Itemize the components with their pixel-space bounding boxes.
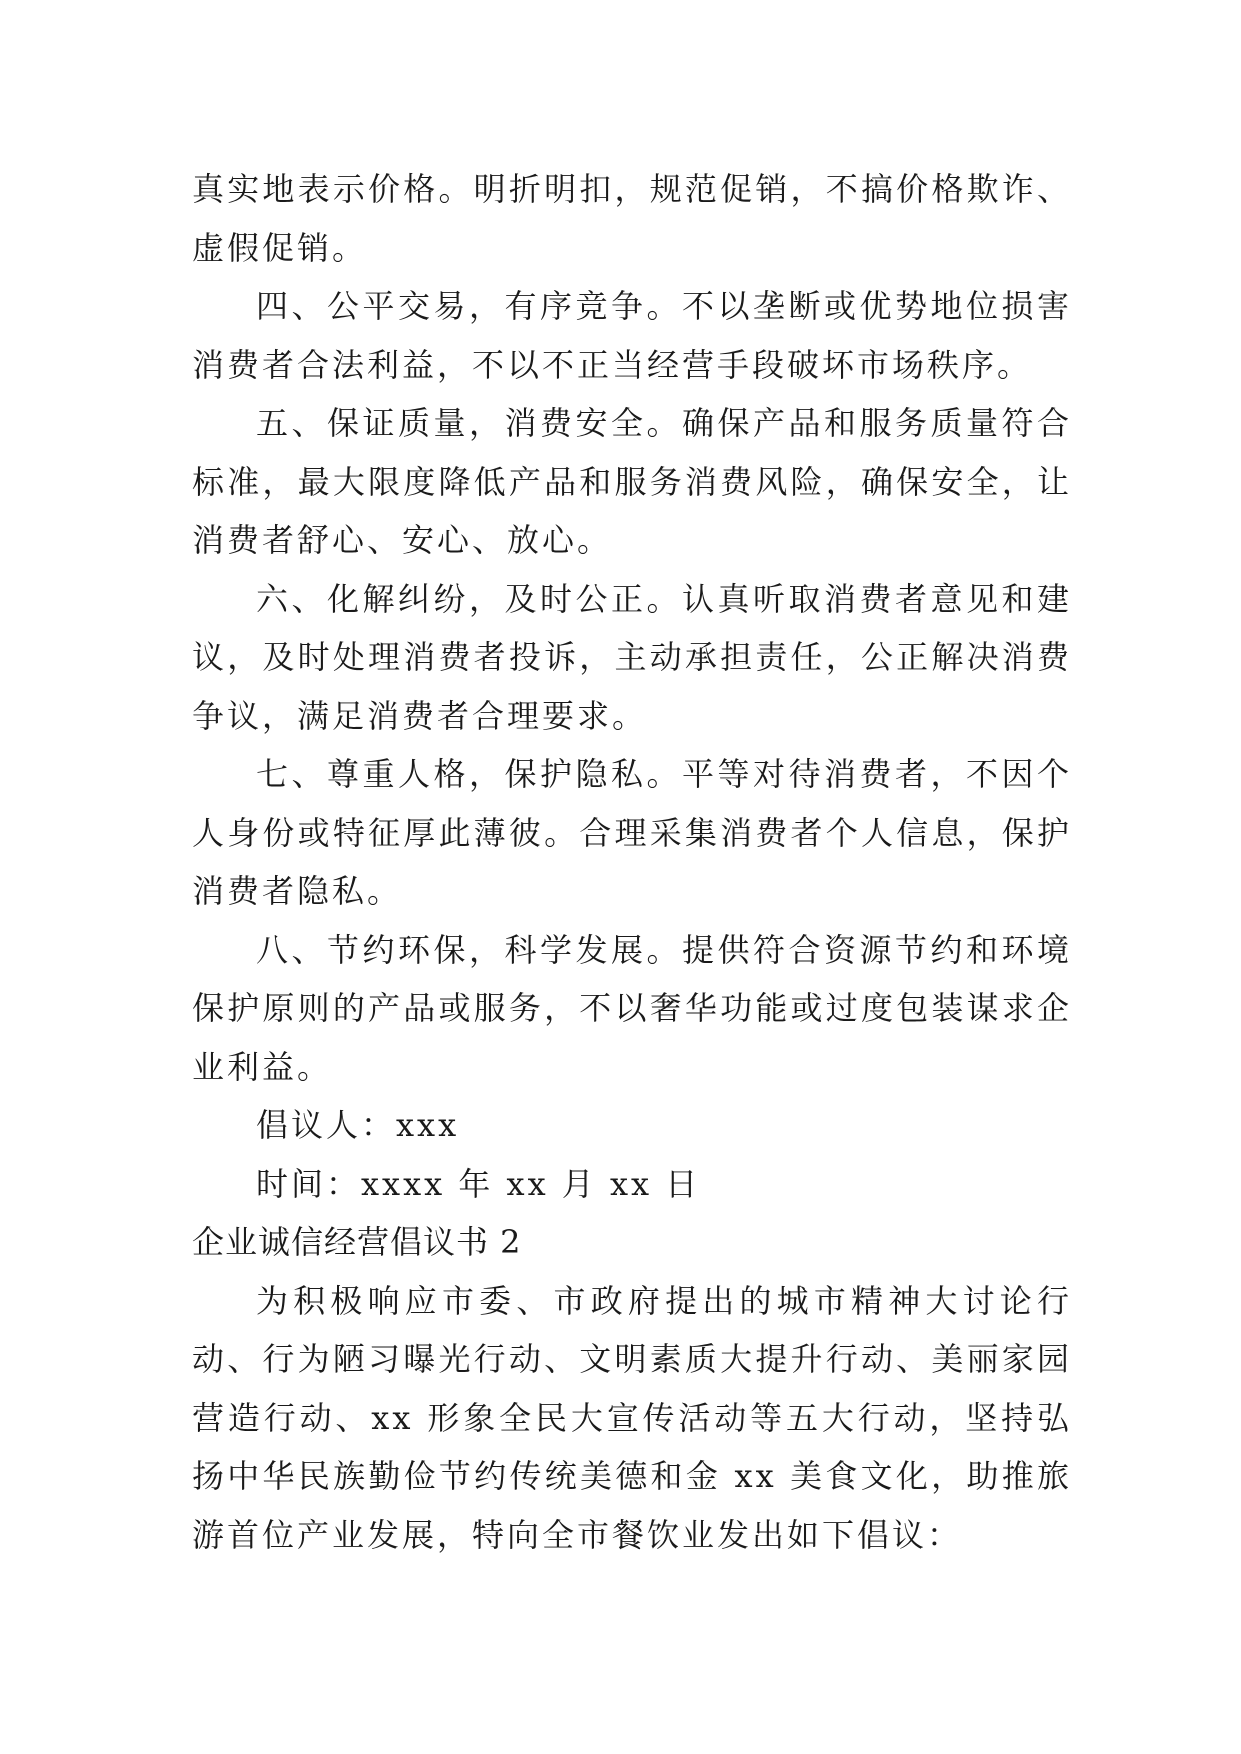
paragraph-environment: 八、节约环保，科学发展。提供符合资源节约和环境保护原则的产品或服务，不以奢华功能或过度包装谋求企业利益。 xyxy=(192,930,1072,1086)
paragraph-price-continuation: 真实地表示价格。明折明扣，规范促销，不搞价格欺诈、虚假促销。 xyxy=(192,170,1072,267)
signature-date: 时间：xxxx 年 xx 月 xx 日 xyxy=(256,1164,701,1203)
section-title: 企业诚信经营倡议书 2 xyxy=(192,1223,522,1261)
paragraph-section2-intro: 为积极响应市委、市政府提出的城市精神大讨论行动、行为陋习曝光行动、文明素质大提升行动、美丽家园营造行动、xx 形象全民大宣传活动等五大行动，坚持弘扬中华民族勤俭节约传统美德和金 xx 美食文化，助推旅游首位产业发展，特向全市餐饮业发出如下倡议： xyxy=(192,1281,1072,1554)
paragraph-quality-safety: 五、保证质量，消费安全。确保产品和服务质量符合标准，最大限度降低产品和服务消费风险，确保安全，让消费者舒心、安心、放心。 xyxy=(192,404,1072,559)
paragraph-privacy: 七、尊重人格，保护隐私。平等对待消费者，不因个人身份或特征厚此薄彼。合理采集消费者个人信息，保护消费者隐私。 xyxy=(192,755,1072,910)
document-body xyxy=(192,160,1072,1564)
paragraph-dispute-resolution: 六、化解纠纷，及时公正。认真听取消费者意见和建议，及时处理消费者投诉，主动承担责任，公正解决消费争议，满足消费者合理要求。 xyxy=(192,579,1072,735)
signature-initiator: 倡议人：xxx xyxy=(256,1106,460,1144)
paragraph-fair-trade: 四、公平交易，有序竞争。不以垄断或优势地位损害消费者合法利益，不以不正当经营手段破坏市场秩序。 xyxy=(192,287,1072,384)
